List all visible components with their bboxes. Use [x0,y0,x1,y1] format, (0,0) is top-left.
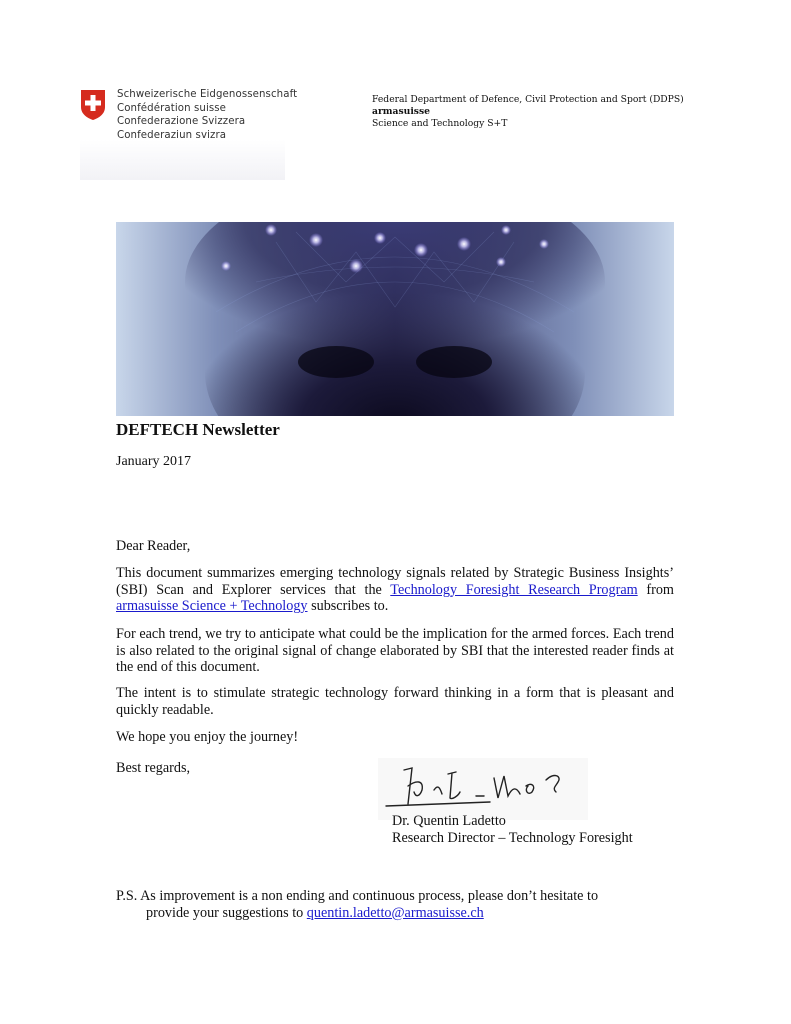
paragraph-intent: The intent is to stimulate strategic technology forward thinking in a form that is pleasant and quickly readable. [116,685,674,718]
confederation-name-de: Schweizerische Eidgenossenschaft [117,89,298,100]
contact-email-link[interactable]: quentin.ladetto@armasuisse.ch [306,904,484,921]
confederation-logo-block [80,84,298,180]
newsletter-title: DEFTECH Newsletter [116,420,280,439]
armasuisse-science-link[interactable]: armasuisse Science + Technology [116,598,308,615]
postscript-line-2-text: provide your suggestions to [146,904,307,921]
closing: Best regards, [116,760,191,776]
department-block [372,94,684,130]
newsletter-date: January 2017 [116,454,192,469]
confederation-names [117,88,297,142]
signer-title: Research Director – Technology Foresight [392,829,633,846]
office-name: armasuisse [372,106,431,117]
banner-image [116,222,674,416]
confederation-name-rm: Confederaziun svizra [117,129,227,141]
postscript-line-1: P.S. As improvement is a non ending and continuous process, please don’t hesitate to [116,888,599,904]
postscript-line-2 [116,905,674,922]
department-name: Federal Department of Defence, Civil Protection and Sport (DDPS) [372,94,684,105]
paragraph-intro-text-a: This document summarizes emerging technology signals related by Strategic Business Insights’ (SBI) Scan and Explorer services that the [116,565,674,598]
signer-name: Dr. Quentin Ladetto [392,813,506,829]
letterhead [80,84,720,184]
swiss-flag-icon [80,89,106,121]
paragraph-intro-text-b: from [637,581,674,598]
paragraph-journey: We hope you enjoy the journey! [116,729,299,745]
confederation-name-it: Confederazione Svizzera [117,116,246,128]
signature-image [378,758,588,820]
paragraph-intro-text-c: subscribes to. [307,598,389,615]
salutation: Dear Reader, [116,538,191,554]
paragraph-trends: For each trend, we try to anticipate what could be the implication for the armed forces. Each trend is also related to the original signal of change elaborated by SBI that the interested reader finds at the end of this document. [116,626,674,676]
paragraph-intro [116,565,674,615]
confederation-name-fr: Confédération suisse [117,102,227,114]
technology-foresight-link[interactable]: Technology Foresight Research Program [390,581,638,598]
signer-block [392,813,633,846]
postscript [116,888,674,921]
unit-name: Science and Technology S+T [372,118,508,129]
